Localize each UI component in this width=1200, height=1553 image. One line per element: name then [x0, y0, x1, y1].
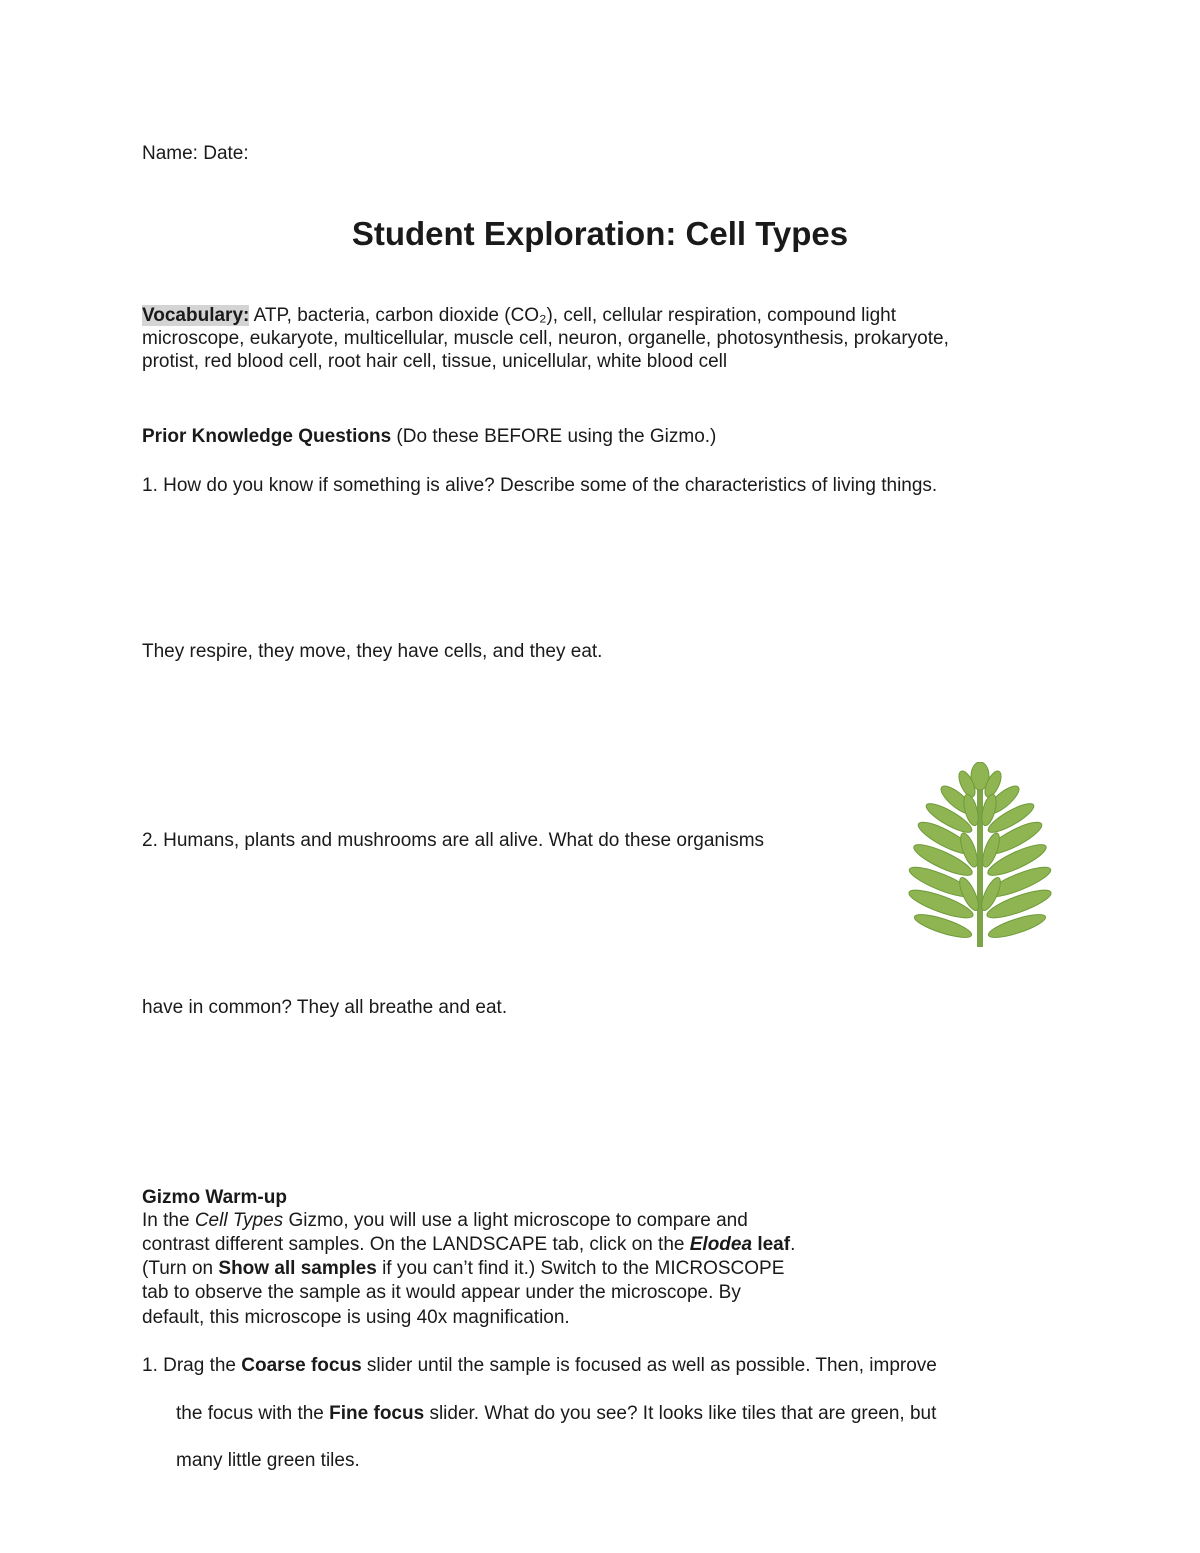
page-title: Student Exploration: Cell Types: [351, 215, 849, 252]
warmup-q1-text: 1. Drag the: [142, 1355, 242, 1376]
question-1-answer: They respire, they move, they have cells, and they eat.: [142, 641, 603, 662]
vocabulary-text-1: ATP, bacteria, carbon dioxide (CO₂), cell, cellular respiration, compound light: [249, 305, 897, 326]
warmup-line-2: [142, 1233, 795, 1256]
elodea-plant-image: [905, 762, 1055, 947]
question-1-prompt: 1. How do you know if something is alive? Describe some of the characteristics of living things.: [142, 475, 938, 496]
warmup-text: .: [790, 1234, 796, 1255]
warmup-leaf: leaf: [752, 1234, 791, 1255]
warmup-q1-fine-focus: Fine focus: [329, 1403, 425, 1424]
vocabulary-line-3: protist, red blood cell, root hair cell, tissue, unicellular, white blood cell: [142, 351, 728, 372]
prior-knowledge-heading-line: [142, 425, 716, 448]
warmup-gizmo-name: Cell Types: [194, 1210, 284, 1231]
warmup-heading-text: Gizmo Warm-up: [142, 1187, 287, 1208]
warmup-elodea: Elodea: [689, 1234, 753, 1255]
question-2-continuation: have in common? They all breathe and eat.: [142, 997, 508, 1018]
vocabulary-line-1: [142, 304, 896, 327]
warmup-text: (Turn on: [142, 1258, 219, 1279]
warmup-question-1-line-2: [176, 1402, 936, 1425]
warmup-line-5: default, this microscope is using 40x magnification.: [142, 1307, 570, 1328]
warmup-q1-text: slider. What do you see? It looks like tiles that are green, but: [424, 1403, 937, 1424]
question-2-prompt: 2. Humans, plants and mushrooms are all alive. What do these organisms: [142, 830, 765, 851]
warmup-question-1-line-1: [142, 1354, 937, 1377]
warmup-heading: [142, 1186, 287, 1209]
warmup-text: contrast different samples. On the LANDSCAPE tab, click on the: [142, 1234, 690, 1255]
vocabulary-label: Vocabulary:: [142, 305, 250, 326]
name-date-line: Name: Date:: [142, 143, 249, 164]
vocabulary-line-2: microscope, eukaryote, multicellular, muscle cell, neuron, organelle, photosynthesis, prokaryote,: [142, 328, 949, 349]
warmup-text: if you can’t find it.) Switch to the MICROSCOPE: [376, 1258, 785, 1279]
prior-knowledge-note: (Do these BEFORE using the Gizmo.): [391, 426, 717, 447]
warmup-q1-text: slider until the sample is focused as well as possible. Then, improve: [361, 1355, 937, 1376]
warmup-text: Gizmo, you will use a light microscope to compare and: [283, 1210, 748, 1231]
warmup-line-3: [142, 1257, 784, 1280]
warmup-line-1: [142, 1209, 748, 1232]
prior-knowledge-heading: Prior Knowledge Questions: [142, 426, 392, 447]
warmup-show-all-samples: Show all samples: [218, 1258, 377, 1279]
warmup-question-1-answer: many little green tiles.: [176, 1450, 360, 1471]
warmup-line-4: tab to observe the sample as it would appear under the microscope. By: [142, 1282, 741, 1303]
warmup-q1-coarse-focus: Coarse focus: [241, 1355, 362, 1376]
warmup-q1-text: the focus with the: [176, 1403, 330, 1424]
warmup-text: In the: [142, 1210, 195, 1231]
